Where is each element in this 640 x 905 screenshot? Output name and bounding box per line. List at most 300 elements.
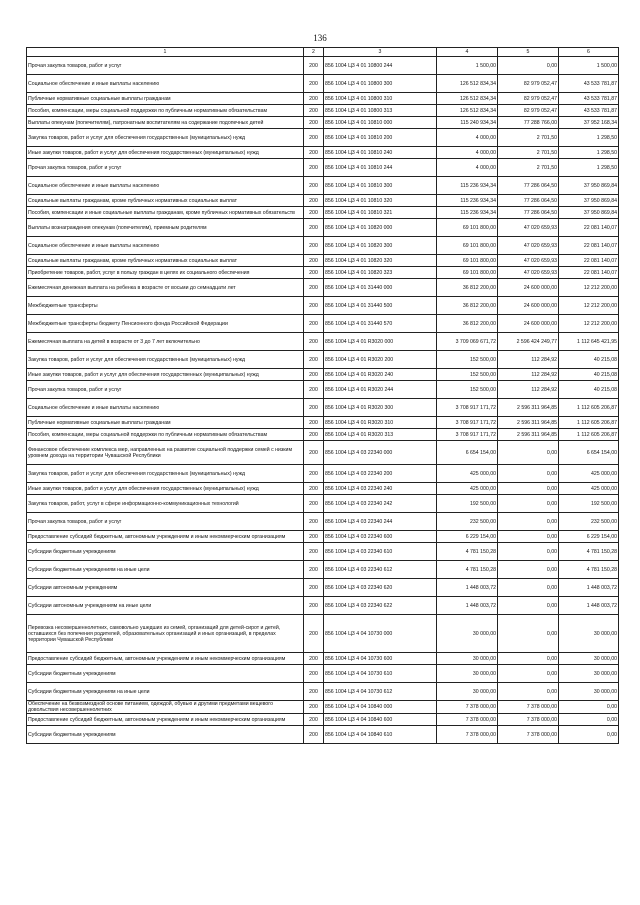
row-code-cell: 200 bbox=[304, 399, 324, 417]
row-name-cell: Субсидии автономным учреждениям bbox=[27, 579, 304, 597]
table-row bbox=[27, 579, 619, 597]
row-amount-executed-cell: 2 596 311 964,85 bbox=[498, 429, 559, 441]
table-row bbox=[27, 333, 619, 351]
row-amount-executed-cell: 2 701,50 bbox=[498, 129, 559, 147]
row-name-cell: Ежемесячная выплата на детей в возрасте от 3 до 7 лет включительно bbox=[27, 333, 304, 351]
header-col-3: 3 bbox=[324, 48, 437, 57]
table-row bbox=[27, 237, 619, 255]
row-amount-executed-cell: 0,00 bbox=[498, 683, 559, 701]
row-amount-remaining-cell: 1 448 003,72 bbox=[559, 579, 619, 597]
row-kbk-cell: 856 1004 Ц3 4 01 10810 320 bbox=[324, 195, 437, 207]
table-row bbox=[27, 159, 619, 177]
row-kbk-cell: 856 1004 Ц3 4 01 10820 320 bbox=[324, 255, 437, 267]
row-amount-executed-cell: 2 596 311 964,85 bbox=[498, 417, 559, 429]
row-kbk-cell: 856 1004 Ц3 4 03 22340 610 bbox=[324, 543, 437, 561]
row-code-cell: 200 bbox=[304, 441, 324, 465]
row-amount-remaining-cell: 1 448 003,72 bbox=[559, 597, 619, 615]
row-kbk-cell: 856 1004 Ц3 4 01 10810 300 bbox=[324, 177, 437, 195]
row-amount-remaining-cell: 37 950 869,84 bbox=[559, 195, 619, 207]
table-row bbox=[27, 417, 619, 429]
row-amount-executed-cell: 24 600 000,00 bbox=[498, 315, 559, 333]
row-kbk-cell: 856 1004 Ц3 4 03 22340 600 bbox=[324, 531, 437, 543]
table-row bbox=[27, 653, 619, 665]
row-amount-plan-cell: 152 500,00 bbox=[437, 351, 498, 369]
row-kbk-cell: 856 1004 Ц3 4 04 10840 610 bbox=[324, 726, 437, 744]
row-amount-remaining-cell: 0,00 bbox=[559, 714, 619, 726]
row-amount-remaining-cell: 43 533 781,87 bbox=[559, 75, 619, 93]
row-code-cell: 200 bbox=[304, 543, 324, 561]
table-row bbox=[27, 543, 619, 561]
row-name-cell: Социальное обеспечение и иные выплаты населению bbox=[27, 75, 304, 93]
row-code-cell: 200 bbox=[304, 207, 324, 219]
row-amount-remaining-cell: 22 081 140,07 bbox=[559, 255, 619, 267]
row-kbk-cell: 856 1004 Ц3 4 03 22340 244 bbox=[324, 513, 437, 531]
row-name-cell: Межбюджетные трансферты bbox=[27, 297, 304, 315]
row-kbk-cell: 856 1004 Ц3 4 01 10810 200 bbox=[324, 129, 437, 147]
row-amount-executed-cell: 77 288 766,00 bbox=[498, 117, 559, 129]
row-kbk-cell: 856 1004 Ц3 4 03 22340 240 bbox=[324, 483, 437, 495]
row-code-cell: 200 bbox=[304, 653, 324, 665]
table-row bbox=[27, 495, 619, 513]
row-amount-executed-cell: 112 284,92 bbox=[498, 351, 559, 369]
table-row bbox=[27, 219, 619, 237]
row-code-cell: 200 bbox=[304, 714, 324, 726]
row-amount-plan-cell: 7 378 000,00 bbox=[437, 714, 498, 726]
row-amount-executed-cell: 0,00 bbox=[498, 441, 559, 465]
row-amount-plan-cell: 4 000,00 bbox=[437, 129, 498, 147]
row-name-cell: Пособия, компенсации, меры социальной поддержки по публичным нормативным обязательствам bbox=[27, 105, 304, 117]
row-kbk-cell: 856 1004 Ц3 4 04 10840 600 bbox=[324, 714, 437, 726]
table-row bbox=[27, 597, 619, 615]
table-row bbox=[27, 483, 619, 495]
row-kbk-cell: 856 1004 Ц3 4 01 31440 570 bbox=[324, 315, 437, 333]
row-amount-plan-cell: 36 812 200,00 bbox=[437, 279, 498, 297]
row-name-cell: Социальные выплаты гражданам, кроме публичных нормативных социальных выплат bbox=[27, 195, 304, 207]
table-row bbox=[27, 207, 619, 219]
row-kbk-cell: 856 1004 Ц3 4 04 10730 612 bbox=[324, 683, 437, 701]
row-amount-plan-cell: 3 708 917 171,72 bbox=[437, 429, 498, 441]
row-name-cell: Закупка товаров, работ, услуг в сфере информационно-коммуникационных технологий bbox=[27, 495, 304, 513]
row-kbk-cell: 856 1004 Ц3 4 01 10810 240 bbox=[324, 147, 437, 159]
row-amount-executed-cell: 47 020 659,93 bbox=[498, 237, 559, 255]
table-row bbox=[27, 726, 619, 744]
row-name-cell: Публичные нормативные социальные выплаты гражданам bbox=[27, 417, 304, 429]
row-code-cell: 200 bbox=[304, 665, 324, 683]
row-amount-remaining-cell: 22 081 140,07 bbox=[559, 237, 619, 255]
row-kbk-cell: 856 1004 Ц3 4 01 10820 323 bbox=[324, 267, 437, 279]
row-amount-plan-cell: 152 500,00 bbox=[437, 369, 498, 381]
row-name-cell: Публичные нормативные социальные выплаты гражданам bbox=[27, 93, 304, 105]
table-row bbox=[27, 561, 619, 579]
row-name-cell: Субсидии бюджетным учреждениям на иные цели bbox=[27, 561, 304, 579]
row-code-cell: 200 bbox=[304, 159, 324, 177]
row-amount-remaining-cell: 30 000,00 bbox=[559, 665, 619, 683]
row-code-cell: 200 bbox=[304, 429, 324, 441]
table-row bbox=[27, 255, 619, 267]
row-amount-executed-cell: 2 596 424 249,77 bbox=[498, 333, 559, 351]
row-name-cell: Субсидии бюджетным учреждениям на иные цели bbox=[27, 683, 304, 701]
row-name-cell: Пособия, компенсации и иные социальные выплаты гражданам, кроме публичных нормативных обязательств bbox=[27, 207, 304, 219]
row-amount-plan-cell: 115 236 934,34 bbox=[437, 195, 498, 207]
table-row bbox=[27, 129, 619, 147]
row-amount-executed-cell: 0,00 bbox=[498, 465, 559, 483]
table-row bbox=[27, 531, 619, 543]
header-col-2: 2 bbox=[304, 48, 324, 57]
row-code-cell: 200 bbox=[304, 483, 324, 495]
row-code-cell: 200 bbox=[304, 726, 324, 744]
row-name-cell: Закупка товаров, работ и услуг для обеспечения государственных (муниципальных) нужд bbox=[27, 351, 304, 369]
row-kbk-cell: 856 1004 Ц3 4 03 22340 242 bbox=[324, 495, 437, 513]
row-kbk-cell: 856 1004 Ц3 4 01 R3020 310 bbox=[324, 417, 437, 429]
row-name-cell: Социальное обеспечение и иные выплаты населению bbox=[27, 237, 304, 255]
header-col-5: 5 bbox=[498, 48, 559, 57]
row-kbk-cell: 856 1004 Ц3 4 01 10810 000 bbox=[324, 117, 437, 129]
row-code-cell: 200 bbox=[304, 93, 324, 105]
row-amount-executed-cell: 0,00 bbox=[498, 57, 559, 75]
row-amount-remaining-cell: 30 000,00 bbox=[559, 615, 619, 653]
row-kbk-cell: 856 1004 Ц3 4 01 R3020 313 bbox=[324, 429, 437, 441]
row-name-cell: Субсидии бюджетным учреждениям bbox=[27, 665, 304, 683]
header-col-1: 1 bbox=[27, 48, 304, 57]
row-amount-executed-cell: 0,00 bbox=[498, 579, 559, 597]
row-kbk-cell: 856 1004 Ц3 4 04 10730 610 bbox=[324, 665, 437, 683]
row-amount-executed-cell: 82 979 052,47 bbox=[498, 75, 559, 93]
row-amount-plan-cell: 126 512 834,34 bbox=[437, 105, 498, 117]
table-row bbox=[27, 381, 619, 399]
table-row bbox=[27, 351, 619, 369]
row-code-cell: 200 bbox=[304, 195, 324, 207]
row-amount-remaining-cell: 12 212 200,00 bbox=[559, 279, 619, 297]
row-amount-remaining-cell: 1 112 645 421,95 bbox=[559, 333, 619, 351]
row-kbk-cell: 856 1004 Ц3 4 01 10810 244 bbox=[324, 159, 437, 177]
row-code-cell: 200 bbox=[304, 129, 324, 147]
table-row bbox=[27, 57, 619, 75]
page-number: 136 bbox=[313, 33, 327, 43]
table-row bbox=[27, 465, 619, 483]
header-col-4: 4 bbox=[437, 48, 498, 57]
row-code-cell: 200 bbox=[304, 369, 324, 381]
row-name-cell: Прочая закупка товаров, работ и услуг bbox=[27, 159, 304, 177]
row-name-cell: Приобретение товаров, работ, услуг в пользу граждан в целях их социального обеспечения bbox=[27, 267, 304, 279]
row-amount-plan-cell: 6 229 154,00 bbox=[437, 531, 498, 543]
row-amount-executed-cell: 47 020 659,93 bbox=[498, 255, 559, 267]
row-amount-remaining-cell: 192 500,00 bbox=[559, 495, 619, 513]
row-amount-plan-cell: 1 448 003,72 bbox=[437, 579, 498, 597]
row-amount-remaining-cell: 1 500,00 bbox=[559, 57, 619, 75]
row-name-cell: Предоставление субсидий бюджетным, автономным учреждениям и иным некоммерческим организациям bbox=[27, 531, 304, 543]
row-amount-executed-cell: 77 286 064,50 bbox=[498, 195, 559, 207]
row-amount-remaining-cell: 4 781 150,28 bbox=[559, 543, 619, 561]
row-amount-executed-cell: 24 600 000,00 bbox=[498, 279, 559, 297]
row-amount-plan-cell: 126 512 834,34 bbox=[437, 93, 498, 105]
table-row bbox=[27, 177, 619, 195]
row-code-cell: 200 bbox=[304, 315, 324, 333]
row-amount-executed-cell: 112 284,92 bbox=[498, 369, 559, 381]
row-kbk-cell: 856 1004 Ц3 4 01 10800 300 bbox=[324, 75, 437, 93]
row-amount-executed-cell: 0,00 bbox=[498, 483, 559, 495]
row-amount-executed-cell: 0,00 bbox=[498, 543, 559, 561]
row-name-cell: Обеспечение на безвозмездной основе питанием, одеждой, обувью и другими предметами вещевого довольствия несовершеннолетних bbox=[27, 701, 304, 714]
row-amount-remaining-cell: 40 215,08 bbox=[559, 381, 619, 399]
row-amount-remaining-cell: 1 112 605 206,87 bbox=[559, 417, 619, 429]
row-amount-remaining-cell: 37 950 869,84 bbox=[559, 207, 619, 219]
row-code-cell: 200 bbox=[304, 351, 324, 369]
row-name-cell: Ежемесячная денежная выплата на ребенка в возрасте от восьми до семнадцати лет bbox=[27, 279, 304, 297]
row-kbk-cell: 856 1004 Ц3 4 01 31440 000 bbox=[324, 279, 437, 297]
row-amount-executed-cell: 0,00 bbox=[498, 495, 559, 513]
row-amount-plan-cell: 7 378 000,00 bbox=[437, 726, 498, 744]
row-code-cell: 200 bbox=[304, 561, 324, 579]
row-kbk-cell: 856 1004 Ц3 4 03 22340 620 bbox=[324, 579, 437, 597]
row-amount-executed-cell: 2 701,50 bbox=[498, 147, 559, 159]
row-amount-plan-cell: 6 654 154,00 bbox=[437, 441, 498, 465]
row-amount-remaining-cell: 30 000,00 bbox=[559, 653, 619, 665]
row-amount-plan-cell: 4 781 150,28 bbox=[437, 543, 498, 561]
row-amount-remaining-cell: 1 112 605 206,87 bbox=[559, 429, 619, 441]
row-amount-executed-cell: 112 284,92 bbox=[498, 381, 559, 399]
row-amount-plan-cell: 4 781 150,28 bbox=[437, 561, 498, 579]
row-amount-plan-cell: 36 812 200,00 bbox=[437, 315, 498, 333]
row-amount-remaining-cell: 232 500,00 bbox=[559, 513, 619, 531]
row-amount-plan-cell: 115 240 934,34 bbox=[437, 117, 498, 129]
row-amount-plan-cell: 36 812 200,00 bbox=[437, 297, 498, 315]
row-code-cell: 200 bbox=[304, 333, 324, 351]
row-amount-plan-cell: 30 000,00 bbox=[437, 665, 498, 683]
row-kbk-cell: 856 1004 Ц3 4 01 R3020 300 bbox=[324, 399, 437, 417]
row-amount-plan-cell: 69 101 800,00 bbox=[437, 255, 498, 267]
row-amount-executed-cell: 24 600 000,00 bbox=[498, 297, 559, 315]
row-amount-plan-cell: 192 500,00 bbox=[437, 495, 498, 513]
row-kbk-cell: 856 1004 Ц3 4 01 10800 313 bbox=[324, 105, 437, 117]
row-code-cell: 200 bbox=[304, 615, 324, 653]
row-amount-plan-cell: 425 000,00 bbox=[437, 483, 498, 495]
row-amount-remaining-cell: 40 215,08 bbox=[559, 351, 619, 369]
table-row bbox=[27, 665, 619, 683]
row-amount-plan-cell: 4 000,00 bbox=[437, 159, 498, 177]
row-code-cell: 200 bbox=[304, 177, 324, 195]
row-amount-executed-cell: 0,00 bbox=[498, 561, 559, 579]
table-row bbox=[27, 75, 619, 93]
row-code-cell: 200 bbox=[304, 219, 324, 237]
row-amount-remaining-cell: 0,00 bbox=[559, 701, 619, 714]
row-code-cell: 200 bbox=[304, 465, 324, 483]
row-name-cell: Социальное обеспечение и иные выплаты населению bbox=[27, 177, 304, 195]
row-amount-plan-cell: 3 708 917 171,72 bbox=[437, 417, 498, 429]
row-amount-plan-cell: 4 000,00 bbox=[437, 147, 498, 159]
row-amount-plan-cell: 69 101 800,00 bbox=[437, 267, 498, 279]
row-name-cell: Прочая закупка товаров, работ и услуг bbox=[27, 513, 304, 531]
row-code-cell: 200 bbox=[304, 417, 324, 429]
table-row bbox=[27, 147, 619, 159]
row-amount-remaining-cell: 22 081 140,07 bbox=[559, 267, 619, 279]
row-amount-plan-cell: 1 500,00 bbox=[437, 57, 498, 75]
row-amount-plan-cell: 3 709 069 671,72 bbox=[437, 333, 498, 351]
row-name-cell: Прочая закупка товаров, работ и услуг bbox=[27, 57, 304, 75]
row-amount-remaining-cell: 43 533 781,87 bbox=[559, 93, 619, 105]
table-row bbox=[27, 714, 619, 726]
row-amount-executed-cell: 2 701,50 bbox=[498, 159, 559, 177]
row-name-cell: Иные закупки товаров, работ и услуг для обеспечения государственных (муниципальных) нужд bbox=[27, 147, 304, 159]
row-kbk-cell: 856 1004 Ц3 4 03 22340 200 bbox=[324, 465, 437, 483]
row-amount-executed-cell: 7 378 000,00 bbox=[498, 726, 559, 744]
row-amount-remaining-cell: 30 000,00 bbox=[559, 683, 619, 701]
row-code-cell: 200 bbox=[304, 75, 324, 93]
row-amount-plan-cell: 115 236 934,34 bbox=[437, 207, 498, 219]
row-kbk-cell: 856 1004 Ц3 4 01 10820 000 bbox=[324, 219, 437, 237]
row-code-cell: 200 bbox=[304, 117, 324, 129]
row-name-cell: Социальные выплаты гражданам, кроме публичных нормативных социальных выплат bbox=[27, 255, 304, 267]
row-amount-executed-cell: 2 596 311 964,85 bbox=[498, 399, 559, 417]
row-code-cell: 200 bbox=[304, 267, 324, 279]
row-kbk-cell: 856 1004 Ц3 4 01 10800 310 bbox=[324, 93, 437, 105]
row-name-cell: Межбюджетные трансферты бюджету Пенсионного фонда Российской Федерации bbox=[27, 315, 304, 333]
row-amount-executed-cell: 0,00 bbox=[498, 531, 559, 543]
table-row bbox=[27, 701, 619, 714]
row-amount-plan-cell: 1 448 003,72 bbox=[437, 597, 498, 615]
row-amount-remaining-cell: 12 212 200,00 bbox=[559, 315, 619, 333]
table-row bbox=[27, 195, 619, 207]
row-name-cell: Финансовое обеспечение комплекса мер, направленных на развитие социальной поддержки семей с низким уровнем дохода на территории Чувашской Республики bbox=[27, 441, 304, 465]
row-code-cell: 200 bbox=[304, 597, 324, 615]
row-amount-executed-cell: 0,00 bbox=[498, 513, 559, 531]
row-code-cell: 200 bbox=[304, 531, 324, 543]
row-name-cell: Субсидии бюджетным учреждениям bbox=[27, 726, 304, 744]
row-code-cell: 200 bbox=[304, 255, 324, 267]
row-amount-remaining-cell: 1 112 605 206,87 bbox=[559, 399, 619, 417]
row-name-cell: Предоставление субсидий бюджетным, автономным учреждениям и иным некоммерческим организациям bbox=[27, 714, 304, 726]
row-amount-remaining-cell: 0,00 bbox=[559, 726, 619, 744]
row-kbk-cell: 856 1004 Ц3 4 01 31440 500 bbox=[324, 297, 437, 315]
row-amount-executed-cell: 82 979 052,47 bbox=[498, 105, 559, 117]
row-kbk-cell: 856 1004 Ц3 4 03 22340 612 bbox=[324, 561, 437, 579]
header-col-6: 6 bbox=[559, 48, 619, 57]
row-amount-executed-cell: 0,00 bbox=[498, 615, 559, 653]
row-amount-remaining-cell: 6 654 154,00 bbox=[559, 441, 619, 465]
row-name-cell: Выплаты вознаграждения опекунам (попечителям), приемным родителям bbox=[27, 219, 304, 237]
row-amount-executed-cell: 7 378 000,00 bbox=[498, 701, 559, 714]
row-name-cell: Закупка товаров, работ и услуг для обеспечения государственных (муниципальных) нужд bbox=[27, 465, 304, 483]
row-amount-remaining-cell: 1 298,50 bbox=[559, 159, 619, 177]
table-row bbox=[27, 105, 619, 117]
row-name-cell: Перевозка несовершеннолетних, самовольно ушедших из семей, организаций для детей-сирот и детей, оставшихся без попечения родителей, образовательных организаций и иных организаций, в пределах территории Чувашской Республики bbox=[27, 615, 304, 653]
row-name-cell: Закупка товаров, работ и услуг для обеспечения государственных (муниципальных) нужд bbox=[27, 129, 304, 147]
row-code-cell: 200 bbox=[304, 579, 324, 597]
row-kbk-cell: 856 1004 Ц3 4 01 R3020 200 bbox=[324, 351, 437, 369]
row-name-cell: Иные закупки товаров, работ и услуг для обеспечения государственных (муниципальных) нужд bbox=[27, 483, 304, 495]
row-amount-remaining-cell: 1 298,50 bbox=[559, 129, 619, 147]
row-amount-executed-cell: 0,00 bbox=[498, 653, 559, 665]
row-amount-plan-cell: 126 512 834,34 bbox=[437, 75, 498, 93]
table-row bbox=[27, 399, 619, 417]
row-kbk-cell: 856 1004 Ц3 4 04 10730 600 bbox=[324, 653, 437, 665]
row-amount-plan-cell: 7 378 000,00 bbox=[437, 701, 498, 714]
row-code-cell: 200 bbox=[304, 381, 324, 399]
row-amount-executed-cell: 82 979 052,47 bbox=[498, 93, 559, 105]
row-kbk-cell: 856 1004 Ц3 4 01 R3020 240 bbox=[324, 369, 437, 381]
row-amount-executed-cell: 47 020 659,93 bbox=[498, 267, 559, 279]
row-kbk-cell: 856 1004 Ц3 4 03 22340 622 bbox=[324, 597, 437, 615]
row-kbk-cell: 856 1004 Ц3 4 04 10730 000 bbox=[324, 615, 437, 653]
row-name-cell: Прочая закупка товаров, работ и услуг bbox=[27, 381, 304, 399]
row-code-cell: 200 bbox=[304, 279, 324, 297]
table-row bbox=[27, 267, 619, 279]
row-amount-remaining-cell: 6 229 154,00 bbox=[559, 531, 619, 543]
table-row bbox=[27, 513, 619, 531]
row-name-cell: Пособия, компенсации, меры социальной поддержки по публичным нормативным обязательствам bbox=[27, 429, 304, 441]
row-code-cell: 200 bbox=[304, 105, 324, 117]
row-code-cell: 200 bbox=[304, 297, 324, 315]
row-amount-plan-cell: 425 000,00 bbox=[437, 465, 498, 483]
row-amount-executed-cell: 0,00 bbox=[498, 597, 559, 615]
row-code-cell: 200 bbox=[304, 683, 324, 701]
row-kbk-cell: 856 1004 Ц3 4 01 R3020 000 bbox=[324, 333, 437, 351]
row-amount-remaining-cell: 425 000,00 bbox=[559, 465, 619, 483]
row-name-cell: Социальное обеспечение и иные выплаты населению bbox=[27, 399, 304, 417]
row-amount-remaining-cell: 12 212 200,00 bbox=[559, 297, 619, 315]
row-kbk-cell: 856 1004 Ц3 4 01 10800 244 bbox=[324, 57, 437, 75]
row-name-cell: Иные закупки товаров, работ и услуг для обеспечения государственных (муниципальных) нужд bbox=[27, 369, 304, 381]
row-amount-executed-cell: 7 378 000,00 bbox=[498, 714, 559, 726]
table-row bbox=[27, 93, 619, 105]
row-code-cell: 200 bbox=[304, 701, 324, 714]
table-row bbox=[27, 369, 619, 381]
row-name-cell: Предоставление субсидий бюджетным, автономным учреждениям и иным некоммерческим организациям bbox=[27, 653, 304, 665]
row-code-cell: 200 bbox=[304, 495, 324, 513]
row-amount-plan-cell: 69 101 800,00 bbox=[437, 219, 498, 237]
table-row bbox=[27, 683, 619, 701]
row-amount-plan-cell: 232 500,00 bbox=[437, 513, 498, 531]
row-code-cell: 200 bbox=[304, 237, 324, 255]
row-amount-remaining-cell: 1 298,50 bbox=[559, 147, 619, 159]
header-row bbox=[27, 48, 619, 57]
row-amount-remaining-cell: 40 215,08 bbox=[559, 369, 619, 381]
row-kbk-cell: 856 1004 Ц3 4 01 10810 321 bbox=[324, 207, 437, 219]
row-amount-plan-cell: 69 101 800,00 bbox=[437, 237, 498, 255]
row-amount-plan-cell: 115 236 934,34 bbox=[437, 177, 498, 195]
row-code-cell: 200 bbox=[304, 147, 324, 159]
table-row bbox=[27, 429, 619, 441]
table-row bbox=[27, 297, 619, 315]
table-row bbox=[27, 615, 619, 653]
table-row bbox=[27, 279, 619, 297]
row-amount-plan-cell: 30 000,00 bbox=[437, 615, 498, 653]
row-amount-plan-cell: 30 000,00 bbox=[437, 653, 498, 665]
row-amount-remaining-cell: 22 081 140,07 bbox=[559, 219, 619, 237]
row-amount-plan-cell: 152 500,00 bbox=[437, 381, 498, 399]
row-code-cell: 200 bbox=[304, 513, 324, 531]
budget-table bbox=[26, 47, 619, 744]
row-amount-plan-cell: 3 708 917 171,72 bbox=[437, 399, 498, 417]
row-amount-executed-cell: 77 286 064,50 bbox=[498, 207, 559, 219]
row-kbk-cell: 856 1004 Ц3 4 01 R3020 244 bbox=[324, 381, 437, 399]
row-amount-executed-cell: 47 020 659,93 bbox=[498, 219, 559, 237]
row-amount-remaining-cell: 43 533 781,87 bbox=[559, 105, 619, 117]
row-kbk-cell: 856 1004 Ц3 4 04 10840 000 bbox=[324, 701, 437, 714]
row-amount-remaining-cell: 425 000,00 bbox=[559, 483, 619, 495]
row-kbk-cell: 856 1004 Ц3 4 01 10820 300 bbox=[324, 237, 437, 255]
row-amount-remaining-cell: 37 950 869,84 bbox=[559, 177, 619, 195]
table-row bbox=[27, 315, 619, 333]
row-code-cell: 200 bbox=[304, 57, 324, 75]
row-amount-executed-cell: 77 286 064,50 bbox=[498, 177, 559, 195]
row-name-cell: Выплаты опекунам (попечителям), патронатным воспитателям на содержание подопечных детей bbox=[27, 117, 304, 129]
table-row bbox=[27, 441, 619, 465]
row-amount-remaining-cell: 4 781 150,28 bbox=[559, 561, 619, 579]
row-amount-remaining-cell: 37 952 168,34 bbox=[559, 117, 619, 129]
row-amount-plan-cell: 30 000,00 bbox=[437, 683, 498, 701]
table-row bbox=[27, 117, 619, 129]
row-name-cell: Субсидии бюджетным учреждениям bbox=[27, 543, 304, 561]
